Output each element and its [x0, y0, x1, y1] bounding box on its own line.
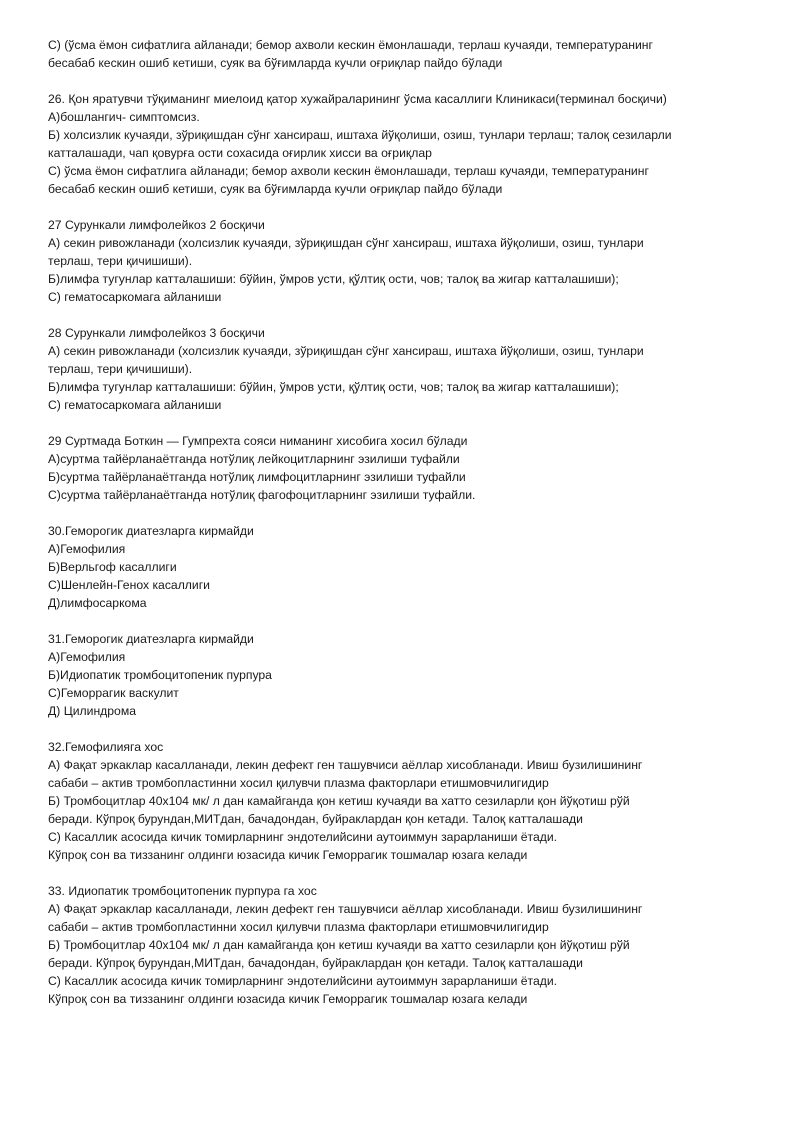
text-line: А)Гемофилия [48, 542, 126, 556]
text-line: С) гематосаркомага айланиши [48, 290, 222, 304]
text-line: С) Касаллик асосида кичик томирларнинг эндотелийсини аутоиммун зарарланиши ётади. [48, 830, 558, 844]
question-heading: 27 Сурункали лимфолейкоз 2 босқичи [48, 218, 265, 232]
text-line: терлаш, тери қичишиши). [48, 254, 193, 268]
question-heading: 30.Геморогик диатезларга кирмайди [48, 524, 254, 538]
text-line: С) Касаллик асосида кичик томирларнинг эндотелийсини аутоиммун зарарланиши ётади. [48, 974, 558, 988]
text-line: С)суртма тайёрланаётганда нотўлиқ фагофоцитларнинг эзилиши туфайли. [48, 488, 476, 502]
block-q27 [48, 216, 760, 306]
text-line: бесабаб кескин ошиб кетиши, суяк ва бўғимларда кучли оғриқлар пайдо бўлади [48, 56, 503, 70]
question-heading: 29 Суртмада Боткин — Гумпрехта сояси ниманинг хисобига хосил бўлади [48, 434, 468, 448]
text-line: сабаби – актив тромбопластинни хосил қилувчи плазма факторлари етишмовчилигидир [48, 776, 549, 790]
text-line: Кўпроқ сон ва тиззанинг олдинги юзасида кичик Геморрагик тошмалар юзага келади [48, 992, 528, 1006]
text-line: терлаш, тери қичишиши). [48, 362, 193, 376]
block-q26 [48, 90, 760, 198]
text-line: беради. Кўпроқ бурундан,МИТдан, бачадондан, буйраклардан қон кетади. Талоқ катталашади [48, 956, 583, 970]
question-heading: 32.Гемофилияга хос [48, 740, 164, 754]
text-line: Б) Тромбоцитлар 40x104 мк/ л дан камайганда қон кетиш кучаяди ва хатто сезиларли қон йўқотиш рўй [48, 794, 630, 808]
question-heading: 28 Сурункали лимфолейкоз 3 босқичи [48, 326, 265, 340]
text-line: С) ўсма ёмон сифатлига айланади; бемор ахволи кескин ёмонлашади, терлаш кучаяди, температуранинг [48, 164, 649, 178]
question-heading: 26. Қон яратувчи тўқиманинг миелоид қатор хужайраларининг ўсма касаллиги Клиникаси(терминал босқичи) [48, 92, 667, 106]
block-q25-tail [48, 36, 760, 72]
text-line: Б)суртма тайёрланаётганда нотўлиқ лимфоцитларнинг эзилиши туфайли [48, 470, 466, 484]
block-q28 [48, 324, 760, 414]
text-line: А) секин ривожланади (холсизлик кучаяди, зўриқишдан сўнг хансираш, иштаха йўқолиши, озиш, тунлари [48, 344, 644, 358]
text-line: А)бошлангич- симптомсиз. [48, 110, 200, 124]
block-q29 [48, 432, 760, 504]
text-line: Б)лимфа тугунлар катталашиши: бўйин, ўмров усти, қўлтиқ ости, чов; талоқ ва жигар катталашиши); [48, 272, 619, 286]
text-line: А) Фақат эркаклар касалланади, лекин дефект ген ташувчиси аёллар хисобланади. Ивиш бузилишининг [48, 902, 643, 916]
text-line: А) Фақат эркаклар касалланади, лекин дефект ген ташувчиси аёллар хисобланади. Ивиш бузилишининг [48, 758, 643, 772]
text-line: Б) холсизлик кучаяди, зўриқишдан сўнг хансираш, иштаха йўқолиши, озиш, тунлари терлаш; талоқ сезиларли [48, 128, 672, 142]
text-line: катталашади, чап қовурға ости сохасида оғирлик хисси ва оғриқлар [48, 146, 432, 160]
text-line: Б)Идиопатик тромбоцитопеник пурпура [48, 668, 272, 682]
block-q32 [48, 738, 760, 864]
text-line: А) секин ривожланади (холсизлик кучаяди, зўриқишдан сўнг хансираш, иштаха йўқолиши, озиш, тунлари [48, 236, 644, 250]
block-q33 [48, 882, 760, 1008]
text-line: Б) Тромбоцитлар 40x104 мк/ л дан камайганда қон кетиш кучаяди ва хатто сезиларли қон йўқотиш рўй [48, 938, 630, 952]
text-line: С) гематосаркомага айланиши [48, 398, 222, 412]
text-line: А)суртма тайёрланаётганда нотўлиқ лейкоцитларнинг эзилиши туфайли [48, 452, 460, 466]
block-q30 [48, 522, 760, 612]
text-line: бесабаб кескин ошиб кетиши, суяк ва бўғимларда кучли оғриқлар пайдо бўлади [48, 182, 503, 196]
text-line: Б)Верльгоф касаллиги [48, 560, 177, 574]
text-line: С)Геморрагик васкулит [48, 686, 179, 700]
text-line: С)Шенлейн-Генох касаллиги [48, 578, 210, 592]
text-line: беради. Кўпроқ бурундан,МИТдан, бачадондан, буйраклардан қон кетади. Талоқ катталашади [48, 812, 583, 826]
question-heading: 33. Идиопатик тромбоцитопеник пурпура га хос [48, 884, 317, 898]
text-line: С) (ўсма ёмон сифатлига айланади; бемор ахволи кескин ёмонлашади, терлаш кучаяди, температуранинг [48, 38, 653, 52]
text-line: сабаби – актив тромбопластинни хосил қилувчи плазма факторлари етишмовчилигидир [48, 920, 549, 934]
text-line: Б)лимфа тугунлар катталашиши: бўйин, ўмров усти, қўлтиқ ости, чов; талоқ ва жигар катталашиши); [48, 380, 619, 394]
text-line: Д)лимфосаркома [48, 596, 147, 610]
text-line: А)Гемофилия [48, 650, 126, 664]
text-line: Кўпроқ сон ва тиззанинг олдинги юзасида кичик Геморрагик тошмалар юзага келади [48, 848, 528, 862]
block-q31 [48, 630, 760, 720]
text-line: Д) Цилиндрома [48, 704, 136, 718]
question-heading: 31.Геморогик диатезларга кирмайди [48, 632, 254, 646]
